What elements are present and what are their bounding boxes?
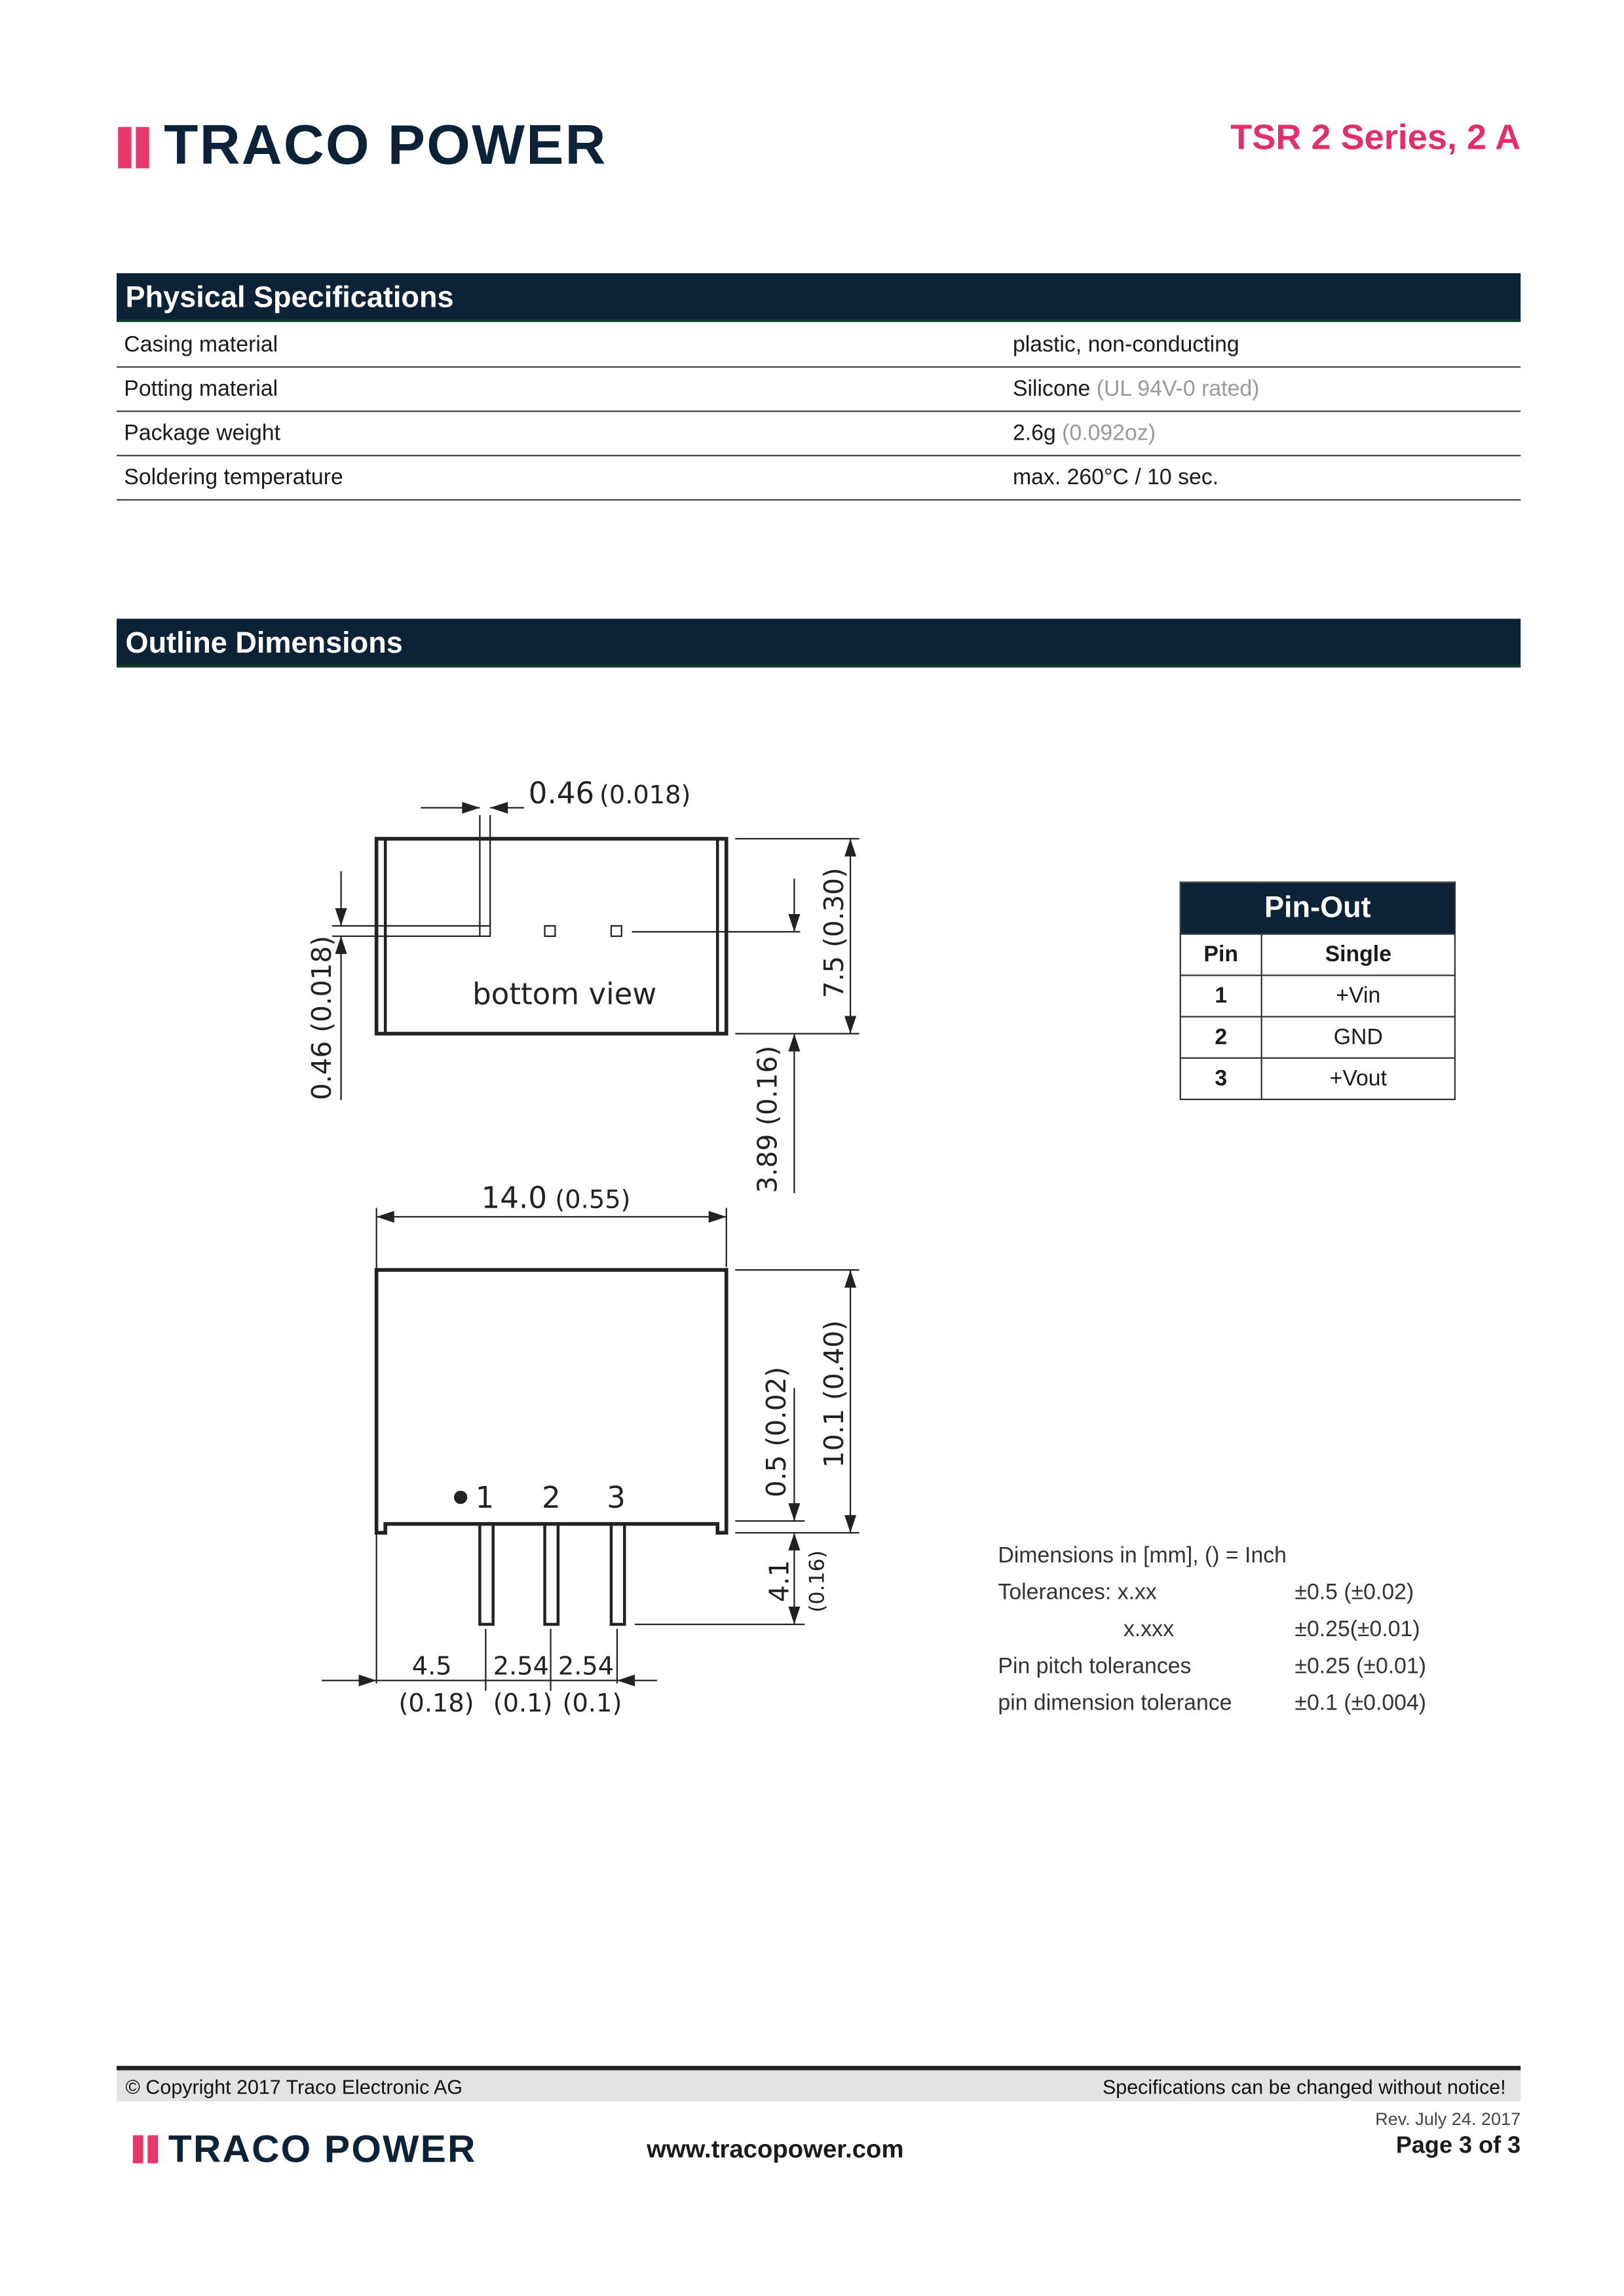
spec-label: Soldering temperature xyxy=(124,465,343,491)
pin-pad-3 xyxy=(611,926,622,936)
pin-function: +Vout xyxy=(1262,1058,1455,1100)
brand-name: TRACO POWER xyxy=(164,115,607,178)
spec-label: Potting material xyxy=(124,376,278,402)
pin-pad-2 xyxy=(545,926,556,936)
pin-function: +Vin xyxy=(1262,976,1455,1017)
spec-value: 2.6g xyxy=(1012,421,1056,446)
dimension-arrows-icon xyxy=(335,802,857,1687)
footer-bar xyxy=(117,2066,1520,2101)
note-value: ±0.25(±0.01) xyxy=(1294,1617,1420,1643)
pin-label-3: 3 xyxy=(607,1480,626,1515)
section-physical-title: Physical Specifications xyxy=(117,273,1520,322)
pin-3 xyxy=(611,1524,624,1624)
dim-pin-width: 0.46 xyxy=(528,775,595,811)
bottom-view-label: bottom view xyxy=(472,976,657,1012)
dim-2-54-a: 2.54 xyxy=(493,1651,549,1681)
dim-2-54-a-inch: (0.1) xyxy=(493,1688,553,1718)
dim-4-5: 4.5 xyxy=(411,1651,452,1681)
website-link[interactable]: www.tracopower.com xyxy=(647,2135,904,2164)
pin-function: GND xyxy=(1262,1017,1455,1058)
footer-brand-name: TRACO POWER xyxy=(168,2126,477,2171)
pin-number: 2 xyxy=(1180,1017,1262,1058)
copyright: © Copyright 2017 Traco Electronic AG xyxy=(125,2076,463,2099)
pin1-marker-icon xyxy=(454,1491,467,1504)
pin-number: 1 xyxy=(1180,976,1262,1017)
note-label: x.xxx xyxy=(1123,1617,1174,1643)
dim-pin-height: 0.46 (0.018) xyxy=(305,936,337,1100)
series-title: TSR 2 Series, 2 A xyxy=(1230,118,1521,159)
dim-3-89: 3.89 (0.16) xyxy=(751,1045,784,1193)
page-number: Page 3 of 3 xyxy=(1395,2133,1521,2159)
note-label: pin dimension tolerance xyxy=(998,1691,1232,1716)
dim-7-5: 7.5 (0.30) xyxy=(818,868,850,999)
pin-number: 3 xyxy=(1180,1058,1262,1100)
footer-logo xyxy=(133,2126,477,2172)
dim-14: 14.0 xyxy=(481,1180,548,1215)
dim-pin-width-inch: (0.018) xyxy=(599,780,691,810)
pin-1 xyxy=(480,1524,493,1624)
pinout-row xyxy=(1180,976,1455,1017)
change-notice: Specifications can be changed without notice! xyxy=(1103,2076,1506,2099)
spec-note: (UL 94V-0 rated) xyxy=(1096,376,1260,402)
single-column-header: Single xyxy=(1262,934,1455,975)
pinout-table xyxy=(1180,881,1456,1100)
logo-bars-icon xyxy=(133,2135,158,2164)
note-value: ±0.1 (±0.004) xyxy=(1294,1691,1427,1716)
dim-2-54-b-inch: (0.1) xyxy=(562,1688,622,1718)
section-outline-title: Outline Dimensions xyxy=(117,619,1520,667)
spec-value: plastic, non-conducting xyxy=(1012,332,1239,358)
spec-note: (0.092oz) xyxy=(1062,421,1156,446)
note-label: Dimensions in [mm], () = Inch xyxy=(998,1543,1287,1569)
pinout-row xyxy=(1180,1058,1455,1100)
note-value: ±0.25 (±0.01) xyxy=(1294,1654,1427,1679)
pin-column-header: Pin xyxy=(1180,934,1262,975)
pinout-row xyxy=(1180,1017,1455,1058)
pin-pad-1 xyxy=(480,926,490,936)
spec-value: max. 260°C / 10 sec. xyxy=(1012,465,1219,491)
note-value: ±0.5 (±0.02) xyxy=(1294,1580,1414,1605)
dim-2-54-b: 2.54 xyxy=(557,1651,614,1681)
spec-label: Package weight xyxy=(124,421,280,446)
dim-4-1-inch: (0.16) xyxy=(805,1550,829,1613)
pin-label-1: 1 xyxy=(475,1480,495,1515)
dim-4-1: 4.1 xyxy=(763,1559,795,1603)
pin-2 xyxy=(545,1524,558,1624)
spec-label: Casing material xyxy=(124,332,278,358)
dim-4-5-inch: (0.18) xyxy=(398,1688,474,1718)
dim-10-1: 10.1 (0.40) xyxy=(818,1320,850,1468)
dim-14-inch: (0.55) xyxy=(555,1185,631,1215)
dimension-notes xyxy=(998,1537,1426,1722)
spec-value: Silicone xyxy=(1012,376,1091,402)
note-label: Tolerances: x.xx xyxy=(998,1580,1157,1605)
pinout-title: Pin-Out xyxy=(1180,883,1455,934)
dim-0-5: 0.5 (0.02) xyxy=(760,1366,792,1498)
pin-label-2: 2 xyxy=(542,1480,561,1515)
revision-date: Rev. July 24. 2017 xyxy=(1375,2109,1521,2130)
note-label: Pin pitch tolerances xyxy=(998,1654,1192,1679)
